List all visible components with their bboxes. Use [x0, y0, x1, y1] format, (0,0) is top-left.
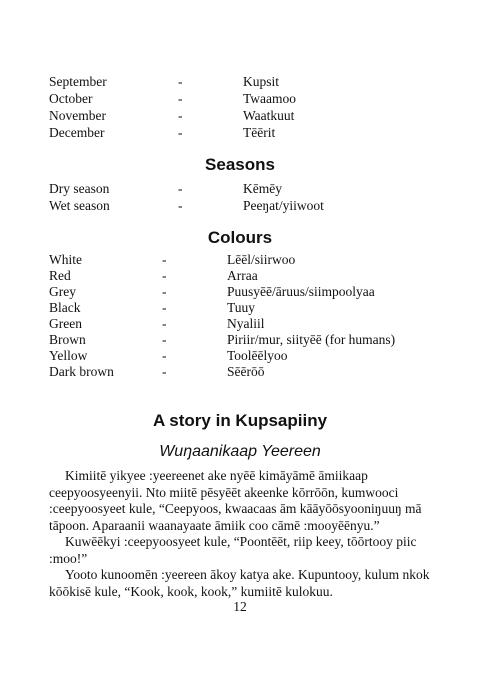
kupsapiiny-term: Waatkuut — [243, 108, 295, 123]
english-term: Red — [49, 268, 71, 283]
dash: - — [178, 198, 183, 213]
dash: - — [178, 108, 183, 123]
kupsapiiny-term: Nyaliil — [227, 316, 265, 331]
dash: - — [162, 348, 167, 363]
dash: - — [178, 181, 183, 196]
english-term: November — [49, 108, 106, 123]
english-term: Dark brown — [49, 364, 114, 379]
kupsapiiny-term: Toolēēlyoo — [227, 348, 288, 363]
kupsapiiny-term: Puusyēē/āruus/siimpoolyaa — [227, 284, 375, 299]
page-number: 12 — [233, 599, 247, 614]
english-term: Wet season — [49, 198, 110, 213]
kupsapiiny-term: Tēērit — [243, 125, 276, 140]
dash: - — [178, 125, 183, 140]
seasons-heading: Seasons — [205, 155, 275, 174]
dash: - — [178, 74, 183, 89]
english-term: December — [49, 125, 105, 140]
kupsapiiny-term: Piriir/mur, siityēē (for humans) — [227, 332, 396, 347]
kupsapiiny-term: Kēmēy — [243, 181, 282, 196]
dash: - — [162, 300, 167, 315]
kupsapiiny-term: Lēēl/siirwoo — [227, 252, 296, 267]
kupsapiiny-term: Tuuy — [227, 300, 256, 315]
dash: - — [162, 332, 167, 347]
story-heading: A story in Kupsapiiny — [152, 411, 328, 430]
kupsapiiny-term: Arraa — [227, 268, 258, 283]
english-term: September — [49, 74, 107, 89]
dash: - — [162, 252, 167, 267]
story-subtitle: Wuŋaanikaap Yeereen — [159, 443, 321, 460]
kupsapiiny-term: Peeŋat/yiiwoot — [243, 198, 324, 213]
story-paragraph: Kimiitē yikyee :yeereenet ake nyēē kimāyāmē āmiikaap ceepyoosyeenyii. Nto miitē pēsyēēt akeenke kōrrōōn, kumwooci :ceepyoosyeet kule, “Ceepyoos, kwaacaas ām kāāyōōsyooniŋuuŋ mā tāpoon. Aparaanii waanayaate āmiik coo cāmē :mooyēēnyu.” — [49, 468, 422, 533]
dash: - — [162, 268, 167, 283]
story-paragraph: Kuwēēkyi :ceepyoosyeet kule, “Poontēēt, riip keey, tōōrtooy piic :moo!” — [49, 534, 417, 566]
dash: - — [162, 284, 167, 299]
english-term: White — [49, 252, 82, 267]
english-term: Yellow — [49, 348, 88, 363]
english-term: Brown — [49, 332, 86, 347]
dash: - — [162, 364, 167, 379]
english-term: October — [49, 91, 93, 106]
kupsapiiny-term: Sēērōō — [227, 364, 265, 379]
kupsapiiny-term: Twaamoo — [243, 91, 297, 106]
english-term: Green — [49, 316, 82, 331]
dash: - — [178, 91, 183, 106]
english-term: Black — [49, 300, 81, 315]
colours-heading: Colours — [207, 228, 273, 247]
english-term: Dry season — [49, 181, 110, 196]
kupsapiiny-term: Kupsit — [243, 74, 280, 89]
story-paragraph: Yooto kunoomēn :yeereen ākoy katya ake. Kupuntooy, kulum nkok kōōkisē kule, “Kook, kook, kook,” kumiitē kulokuu. — [49, 567, 430, 599]
dash: - — [162, 316, 167, 331]
english-term: Grey — [49, 284, 76, 299]
